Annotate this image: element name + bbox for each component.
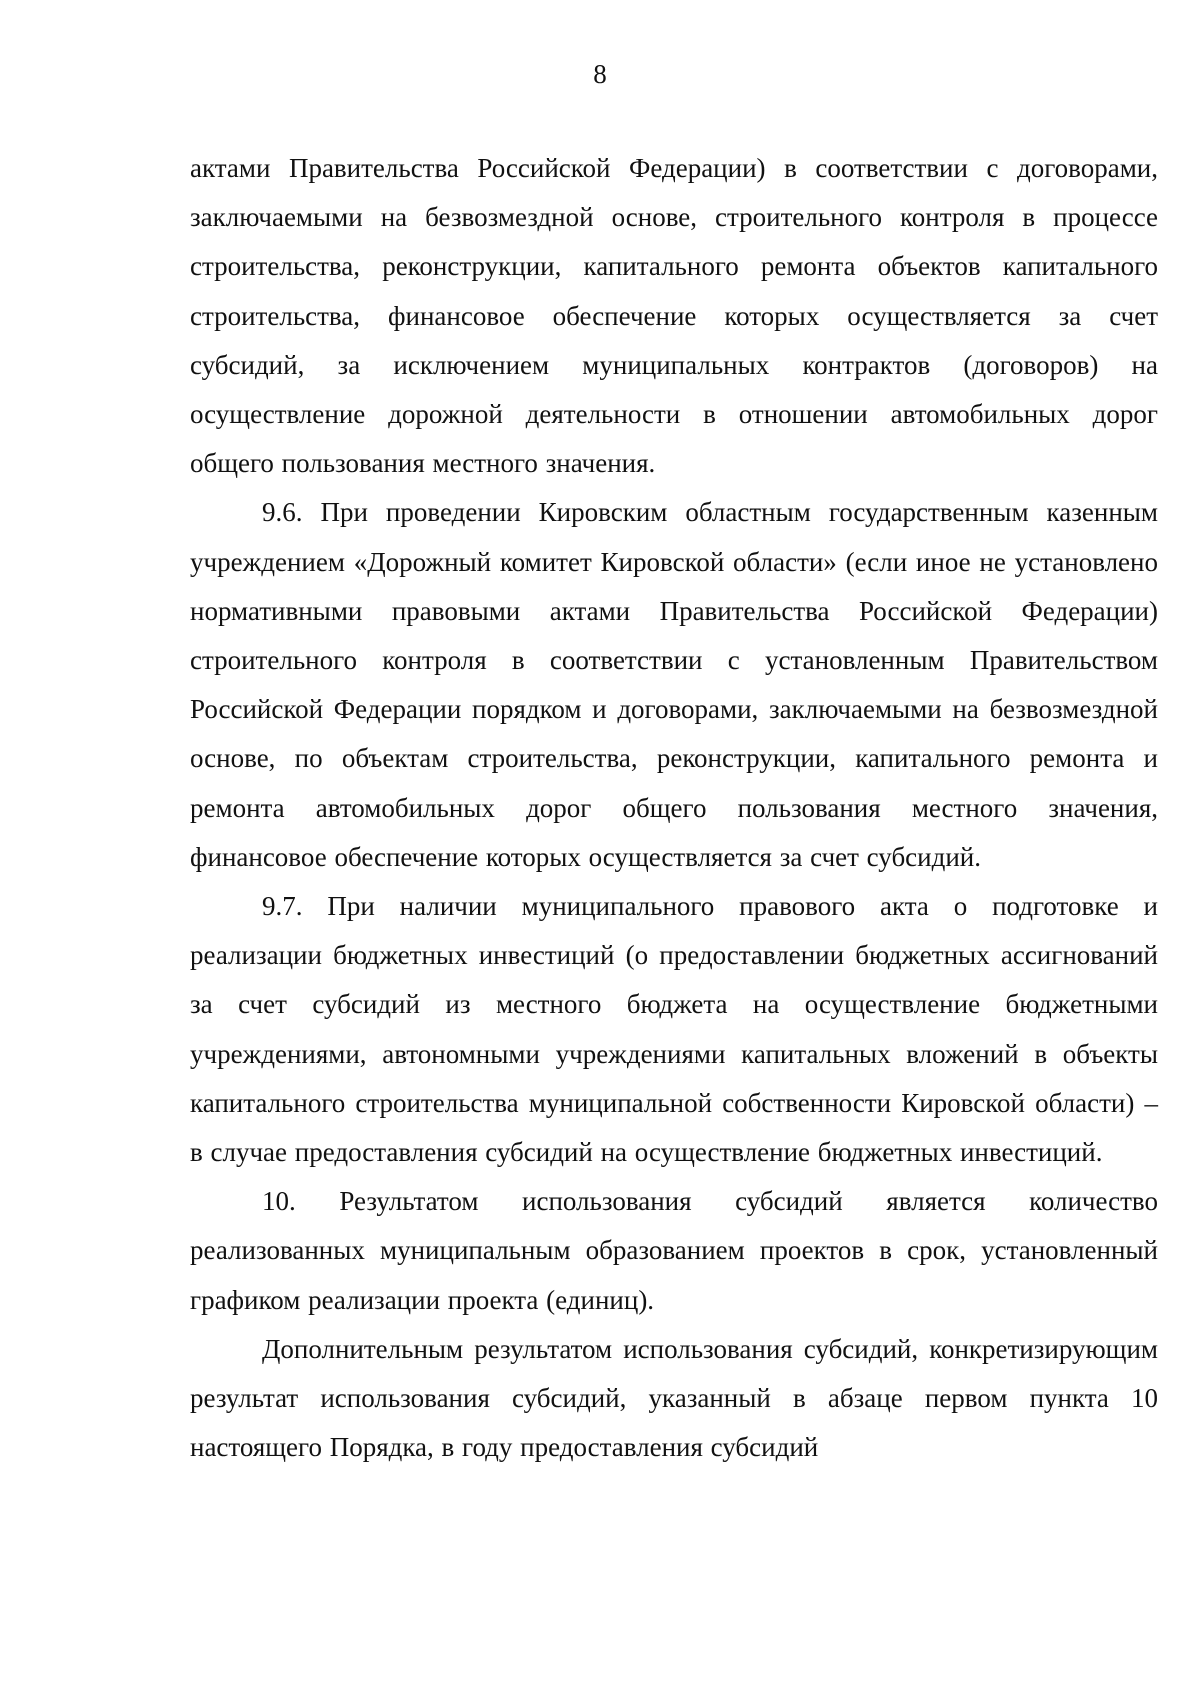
paragraph-9-6: 9.6. При проведении Кировским областным государственным казенным учреждением «Дорожный комитет Кировской области» (если иное не установлено нормативными правовыми актами Правительства Российской Федерации) строительного контроля в соответствии с установленным Правительством Российской Федерации порядком и договорами, заключаемыми на безвозмездной основе, по объектам строительства, реконструкции, капитального ремонта и ремонта автомобильных дорог общего пользования местного значения, финансовое обеспечение которых осуществляется за счет субсидий. — [190, 497, 1158, 872]
paragraph-10: 10. Результатом использования субсидий является количество реализованных муниципальным образованием проектов в срок, установленный графиком реализации проекта (единиц). — [190, 1186, 1158, 1315]
paragraph-9-7: 9.7. При наличии муниципального правового акта о подготовке и реализации бюджетных инвестиций (о предоставлении бюджетных ассигнований за счет субсидий из местного бюджета на осуществление бюджетными учреждениями, автономными учреждениями капитальных вложений в объекты капитального строительства муниципальной собственности Кировской области) – в случае предоставления субсидий на осуществление бюджетных инвестиций. — [190, 891, 1158, 1168]
page-number: 8 — [593, 59, 607, 89]
document-body — [190, 144, 1158, 1472]
paragraph-continuation: актами Правительства Российской Федерации) в соответствии с договорами, заключаемыми на безвозмездной основе, строительного контроля в процессе строительства, реконструкции, капитального ремонта объектов капитального строительства, финансовое обеспечение которых осуществляется за счет субсидий, за исключением муниципальных контрактов (договоров) на осуществление дорожной деятельности в отношении автомобильных дорог общего пользования местного значения. — [190, 153, 1158, 479]
paragraph-additional-result: Дополнительным результатом использования субсидий, конкретизирующим результат использования субсидий, указанный в абзаце первом пункта 10 настоящего Порядка, в году предоставления субсидий — [190, 1333, 1158, 1463]
